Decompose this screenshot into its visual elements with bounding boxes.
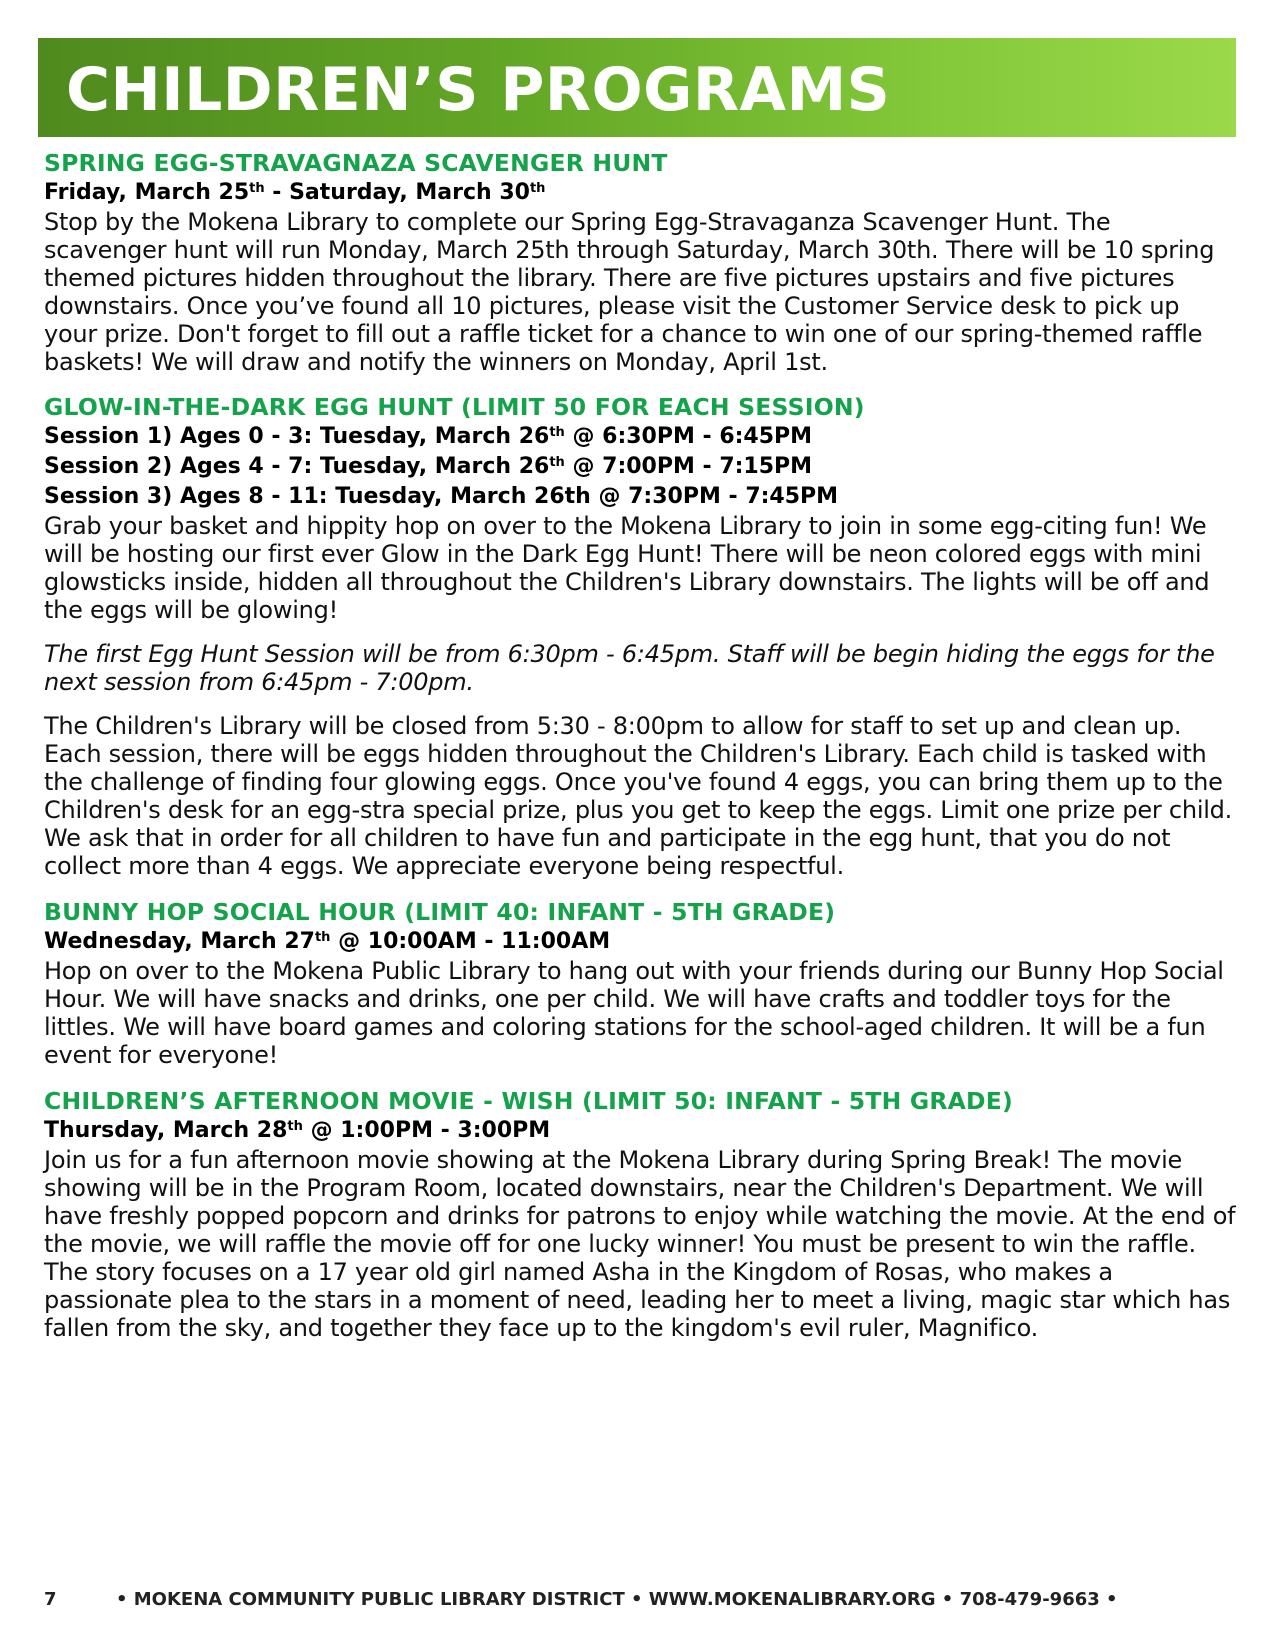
program-date: Wednesday, March 27th @ 10:00AM - 11:00AM — [44, 929, 611, 954]
program-description: Grab your basket and hippity hop on over to the Mokena Library to join in some egg-citing fun! We will be hosting our first ever Glow in the Dark Egg Hunt! There will be neon colored eggs with mini glowsticks inside, hidden all throughout the Children's Library downstairs. The lights will be off and the eggs will be glowing! — [44, 512, 1210, 624]
program-details: The Children's Library will be closed from 5:30 - 8:00pm to allow for staff to set up and clean up. Each session, there will be eggs hidden throughout the Children's Library. Each child is tasked with the challenge of finding four glowing eggs. Once you've found 4 eggs, you can bring them up to the Children's desk for an egg-stra special prize, plus you get to keep the eggs. Limit one prize per child. We ask that in order for all children to have fun and participate in the egg hunt, that you do not collect more than 4 eggs. We appreciate everyone being respectful. — [44, 712, 1233, 880]
session-1-time: Session 1) Ages 0 - 3: Tuesday, March 26th @ 6:30PM - 6:45PM — [44, 424, 813, 449]
program-description: Hop on over to the Mokena Public Library to hang out with your friends during our Bunny Hop Social Hour. We will have snacks and drinks, one per child. We will have crafts and toddler toys for the littles. We will have board games and coloring stations for the school-aged children. It will be a fun event for everyone! — [44, 957, 1224, 1069]
program-description: Join us for a fun afternoon movie showing at the Mokena Library during Spring Break! The movie showing will be in the Program Room, located downstairs, near the Children's Department. We will have freshly popped popcorn and drinks for patrons to enjoy while watching the movie. At the end of the movie, we will raffle the movie off for one lucky winner! You must be present to win the raffle. — [44, 1146, 1236, 1258]
header-banner — [38, 38, 1236, 137]
session-2-time: Session 2) Ages 4 - 7: Tuesday, March 26th @ 7:00PM - 7:15PM — [44, 454, 813, 479]
program-title: SPRING EGG-STRAVAGNAZA SCAVENGER HUNT — [44, 149, 668, 177]
program-title: CHILDREN’S AFTERNOON MOVIE - WISH (LIMIT 50: INFANT - 5TH GRADE) — [44, 1087, 1013, 1115]
program-note: The first Egg Hunt Session will be from 6:30pm - 6:45pm. Staff will be begin hiding the eggs for the next session from 6:45pm - 7:00pm. — [44, 640, 1215, 696]
program-title: BUNNY HOP SOCIAL HOUR (LIMIT 40: INFANT - 5TH GRADE) — [44, 898, 836, 926]
footer-contact: • MOKENA COMMUNITY PUBLIC LIBRARY DISTRICT • WWW.MOKENALIBRARY.ORG • 708-479-9663 • — [116, 1589, 1118, 1610]
page-title: CHILDREN’S PROGRAMS — [66, 55, 891, 125]
session-3-time: Session 3) Ages 8 - 11: Tuesday, March 26th @ 7:30PM - 7:45PM — [44, 484, 839, 509]
program-date: Friday, March 25th - Saturday, March 30th — [44, 180, 546, 205]
program-glow-egg-hunt — [44, 392, 1239, 880]
movie-synopsis: The story focuses on a 17 year old girl named Asha in the Kingdom of Rosas, who makes a passionate plea to the stars in a moment of need, leading her to meet a living, magic star which has fallen from the sky, and together they face up to the kingdom's evil ruler, Magnifico. — [44, 1258, 1231, 1342]
page-footer — [44, 1588, 1234, 1612]
program-date: Thursday, March 28th @ 1:00PM - 3:00PM — [44, 1118, 551, 1143]
program-list — [44, 148, 1239, 1342]
program-title: GLOW-IN-THE-DARK EGG HUNT (LIMIT 50 FOR EACH SESSION) — [44, 393, 865, 421]
program-bunny-hop — [44, 897, 1239, 1069]
program-afternoon-movie — [44, 1086, 1239, 1342]
program-spring-scavenger-hunt — [44, 148, 1239, 376]
program-description: Stop by the Mokena Library to complete our Spring Egg-Stravaganza Scavenger Hunt. The scavenger hunt will run Monday, March 25th through Saturday, March 30th. There will be 10 spring themed pictures hidden throughout the library. There are five pictures upstairs and five pictures downstairs. Once you’ve found all 10 pictures, please visit the Customer Service desk to pick up your prize. Don't forget to fill out a raffle ticket for a chance to win one of our spring-themed raffle baskets! We will draw and notify the winners on Monday, April 1st. — [44, 208, 1215, 376]
page-number: 7 — [44, 1589, 57, 1610]
